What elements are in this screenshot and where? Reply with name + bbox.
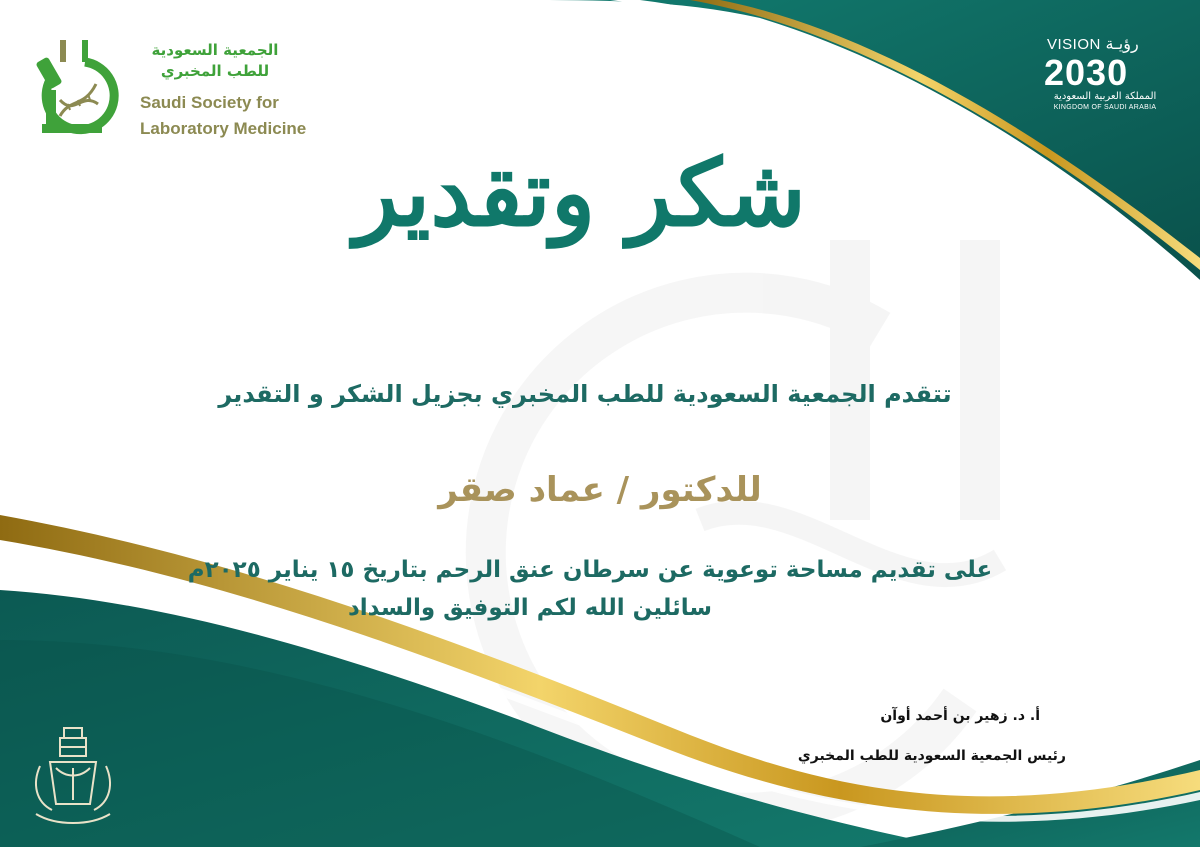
vision-kingdom-ar: المملكة العربية السعودية [1053, 91, 1157, 102]
recipient-name: للدكتور / عماد صقر [438, 470, 762, 510]
vision-label-en: VISION [1047, 36, 1101, 53]
king-abdulaziz-university-emblem-icon [26, 722, 120, 830]
reason-text: على تقديم مساحة توعوية عن سرطان عنق الرحم بتاريخ ١٥ يناير ٢٠٢٥م [187, 557, 993, 583]
vision-kingdom-en: KINGDOM OF SAUDI ARABIA [1053, 104, 1157, 111]
society-name-ar [140, 40, 290, 82]
society-name-en-line2: Laboratory Medicine [140, 119, 307, 138]
watermark-logo [486, 240, 1000, 813]
closing-text: سائلين الله لكم التوفيق والسداد [347, 595, 712, 621]
vision-label-ar: رؤيـة [1105, 34, 1139, 53]
signatory-title: رئيس الجمعية السعودية للطب المخبري [797, 748, 1066, 764]
microscope-dna-icon [36, 38, 122, 136]
signatory-name: أ. د. زهير بن أحمد أوآن [880, 708, 1040, 724]
certificate-title: شكر وتقدير [354, 139, 806, 247]
society-name-ar-line2: للطب المخبري [160, 62, 270, 80]
vision-year: 2030 [1044, 52, 1129, 93]
vision-label [1047, 34, 1139, 53]
society-name-en [140, 90, 306, 142]
society-name-ar-line1: الجمعية السعودية [151, 41, 279, 59]
society-name-en-line1: Saudi Society for [140, 93, 279, 112]
intro-text: تتقدم الجمعية السعودية للطب المخبري بجزيل الشكر و التقدير [218, 380, 952, 408]
